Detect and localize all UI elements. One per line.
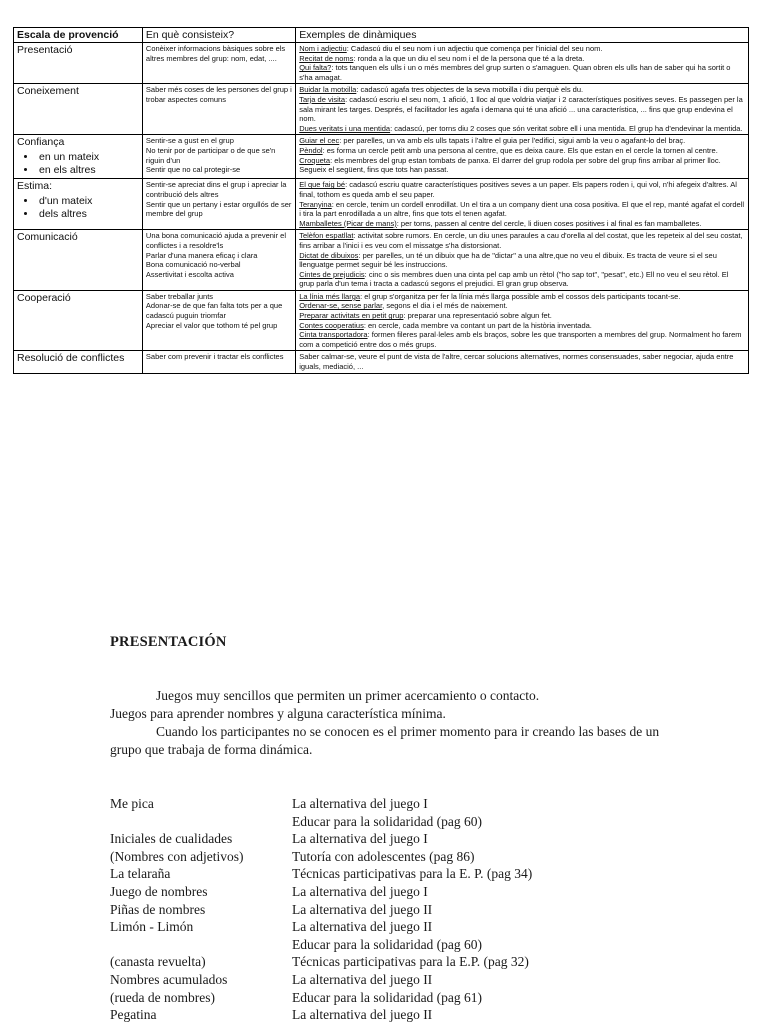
example-item <box>299 200 745 219</box>
description-line: Conèixer informacions bàsiques sobre els altres membres del grup: nom, edat, .... <box>145 44 286 63</box>
game-reference: La alternativa del juego I <box>292 883 428 899</box>
intro-paragraph: Juegos muy sencillos que permiten un primer acercamiento o contacto. <box>156 688 540 703</box>
description-cell <box>142 230 295 291</box>
example-text: : en cercle, tenim un cordell enrodillat. Un el tira a un company dient una cosa positiva. El que el rep, manté agafat el cordell i tira la part enrodillada a un altre, fins que tots el tenen agafat. <box>299 199 745 219</box>
example-text: : cadascú escriu quatre característiques positives seves a un paper. Els papers roden i, qui vol, n'hi afegeix d'altres. Al final, tothom es queda amb el seu paper. <box>299 180 737 199</box>
example-text: : per torns, passen al centre del cercle, li diuen coses positives i al final es fan mamballetes. <box>396 218 702 228</box>
description-line: Bona comunicació no-verbal <box>145 260 241 270</box>
example-item <box>299 124 745 134</box>
example-item <box>299 85 745 95</box>
description-line: Sentir que no cal protegir-se <box>145 165 241 175</box>
table-header-row <box>14 28 749 43</box>
example-name: Dues veritats i una mentida <box>299 123 391 133</box>
examples-cell <box>296 43 749 84</box>
level-cell <box>14 135 143 179</box>
examples-cell <box>296 179 749 230</box>
level-subitem: • dels altres <box>37 208 139 221</box>
game-reference: Educar para la solidaridad (pag 60) <box>292 936 483 952</box>
level-cell <box>14 43 143 84</box>
intro-paragraph: Cuando los participantes no se conocen es el primer momento para ir creando las bases de un grupo que trabaja de forma dinámica. <box>110 724 660 757</box>
example-name: Nom i adjectiu <box>299 44 347 53</box>
example-text: : cadascú escriu el seu nom, 1 afició, 1 lloc al que voldria viatjar i 2 característiques positives seves. Es passegen per la sala mirant les targes. Després, el facilitador les agafa i demana qui té una afició ... una característica, ... fins que grup endevina el nom. <box>299 94 743 124</box>
table-row <box>14 351 749 373</box>
example-name: La línia més llarga <box>299 291 361 301</box>
game-row <box>110 989 670 1007</box>
example-text: : cinc o sis membres duen una cinta pel cap amb un rètol ("ho sap tot", "pesat", etc.) Ell no veu el seu rètol. El grup parla d'un tema i tracta a cadascú segons el prejudici. El gran grup observa. <box>299 269 729 289</box>
section-intro <box>110 687 670 759</box>
level-cell <box>14 230 143 291</box>
example-name: Teranyina <box>299 199 332 209</box>
game-reference: Técnicas participativas para la E. P. (pag 34) <box>292 866 533 882</box>
example-text: : cadascú, per torns diu 2 coses que són veritat sobre ell i una mentida. El grup ha d'endevinar la mentida. <box>390 123 743 133</box>
example-name: Preparar activitats en petit grup <box>299 311 404 321</box>
table-row <box>14 290 749 351</box>
example-item <box>299 330 745 349</box>
example-text: : en cercle, cada membre va contant un part de la història inventada. <box>363 320 592 330</box>
description-line: Assertivitat i escolta activa <box>145 269 234 279</box>
games-list <box>110 795 670 1024</box>
header-escala: Escala de provenció <box>14 28 143 43</box>
table-row <box>14 230 749 291</box>
description-line: Saber treballar junts <box>145 291 214 301</box>
example-item <box>299 231 745 250</box>
example-text: , segons el dia i el més de naixement. <box>382 301 508 311</box>
description-line: Sentir que un pertany i estar orgullós de ser membre del grup <box>145 199 292 219</box>
level-cell <box>14 179 143 230</box>
description-cell <box>142 351 295 373</box>
example-text: : cadascú agafa tres objectes de la seva motxilla i diu perquè els du. <box>356 85 584 95</box>
game-name: Juego de nombres <box>110 883 208 899</box>
level-name: Presentació <box>17 44 73 56</box>
description-cell <box>142 290 295 351</box>
example-name: Pèndol <box>299 145 323 155</box>
description-line: Saber com prevenir i tractar els conflictes <box>145 352 284 362</box>
level-subitem: • en els altres <box>37 164 139 177</box>
example-text: : el grup s'organitza per fer la línia més llarga possible amb el cossos dels participants tocant-se. <box>360 291 681 301</box>
game-reference: Educar para la solidaridad (pag 60) <box>292 813 483 829</box>
level-cell <box>14 351 143 373</box>
description-line: Apreciar el valor que tothom té pel grup <box>145 320 278 330</box>
game-reference: La alternativa del juego I <box>292 796 428 811</box>
example-text: : per parelles, un té un dibuix que ha de "dictar" a una altre,que no veu el dibuix. Es tracta de veure si el seu llenguatge permet seguir bé les instruccions. <box>299 250 717 270</box>
game-row <box>110 918 670 936</box>
game-name: (rueda de nombres) <box>110 989 215 1005</box>
example-text: : els membres del grup estan tombats de panxa. El darrer del grup rodola per sobre del grup fins arribar al primer lloc. Segueix el següent, fins que tots han passat. <box>299 155 721 175</box>
header-exemples: Exemples de dinàmiques <box>296 28 749 43</box>
game-reference: La alternativa del juego I <box>292 831 428 847</box>
game-name: Me pica <box>110 796 154 811</box>
example-item <box>299 63 745 82</box>
table-row <box>14 135 749 179</box>
example-text: : preparar una representació sobre algun fet. <box>403 311 552 321</box>
examples-cell <box>296 290 749 351</box>
example-item <box>299 44 745 54</box>
game-row <box>110 813 670 831</box>
example-name: Tarja de visita <box>299 94 346 104</box>
game-row <box>110 971 670 989</box>
example-text: : es forma un cercle petit amb una persona al centre, que es deixa caure. Els que estan en el cercle la tornen al centre. <box>322 145 718 155</box>
example-text: Saber calmar-se, veure el punt de vista de l'altre, cercar solucions alternatives, normes consensuades, saber negociar, ajuda entre iguals, mediació, ... <box>299 352 734 372</box>
examples-cell <box>296 84 749 135</box>
game-name: (Nombres con adjetivos) <box>110 848 244 864</box>
game-row <box>110 883 670 901</box>
example-item <box>299 95 745 124</box>
level-subitem: • d'un mateix <box>37 195 139 208</box>
example-item <box>299 352 745 371</box>
game-reference: Técnicas participativas para la E.P. (pag 32) <box>292 954 529 970</box>
game-name: Piñas de nombres <box>110 901 206 917</box>
game-row <box>110 795 670 813</box>
description-cell <box>142 84 295 135</box>
example-item <box>299 219 745 229</box>
game-reference: La alternativa del juego II <box>292 901 433 917</box>
section-title: PRESENTACIÓN <box>110 634 227 650</box>
example-text: : Cadascú diu el seu nom i un adjectiu que comença per l'inicial del seu nom. <box>346 44 603 53</box>
example-item <box>299 301 745 311</box>
level-name: Comunicació <box>17 231 78 244</box>
example-item <box>299 321 745 331</box>
level-subitems <box>17 195 139 221</box>
example-text: : formen fileres paral·leles amb els braços, sobre les que transporten a membres del grup. Normalment ho farem com a competició entre dos o més grups. <box>299 330 742 349</box>
example-item <box>299 270 745 289</box>
example-name: Buidar la motxilla <box>299 85 357 95</box>
example-item <box>299 311 745 321</box>
level-name: Confiança <box>17 136 65 149</box>
presentacion-section <box>110 634 670 1023</box>
example-item <box>299 180 745 199</box>
game-name: (canasta revuelta) <box>110 954 206 970</box>
header-consisteix: En què consisteix? <box>142 28 295 43</box>
level-subitems <box>17 151 139 177</box>
level-cell <box>14 290 143 351</box>
description-line: Adonar-se de que fan falta tots per a que cadascú puguin triomfar <box>145 301 283 321</box>
examples-cell <box>296 351 749 373</box>
game-reference: La alternativa del juego II <box>292 919 433 935</box>
example-name: Cintes de prejudicis <box>299 269 365 279</box>
example-text: : ronda a la que un diu el seu nom i el de la persona que té a la dreta. <box>353 53 585 63</box>
example-item <box>299 146 745 156</box>
example-name: Dictat de dibuixos <box>299 250 359 260</box>
game-name <box>110 936 292 954</box>
example-name: Contes cooperatius <box>299 320 364 330</box>
example-name: Mamballetes (Picar de mans) <box>299 218 397 228</box>
description-cell <box>142 43 295 84</box>
example-item <box>299 156 745 175</box>
game-reference: Tutoría con adolescentes (pag 86) <box>292 848 475 864</box>
example-text: : tots tanquen els ulls i un o més membres del grup surten o s'amaguen. Quan obren els ulls han de saber qui ha sortit o s'ha amagat. <box>299 63 731 82</box>
example-name: El que faig bé <box>299 180 346 190</box>
description-cell <box>142 135 295 179</box>
examples-cell <box>296 230 749 291</box>
example-name: Guiar el cec <box>299 136 340 146</box>
table-row <box>14 179 749 230</box>
level-cell <box>14 84 143 135</box>
game-row <box>110 1006 670 1024</box>
example-item <box>299 251 745 270</box>
example-name: Cinta transportadora <box>299 330 368 340</box>
game-row <box>110 901 670 919</box>
game-row <box>110 953 670 971</box>
example-name: Croqueta <box>299 155 331 165</box>
table-body <box>14 43 749 374</box>
game-reference: La alternativa del juego II <box>292 971 433 987</box>
level-name: Cooperació <box>17 291 71 304</box>
game-name: Iniciales de cualidades <box>110 831 233 847</box>
description-line: Una bona comunicació ajuda a prevenir el conflictes i a resoldre'ls <box>145 231 287 250</box>
examples-cell <box>296 135 749 179</box>
example-text: : per parelles, un va amb els ulls tapats i l'altre el guia per l'edifici, sigui amb la veu o agafant-lo del braç. <box>339 136 686 146</box>
game-row <box>110 848 670 866</box>
game-name: Pegatina <box>110 1007 157 1023</box>
game-name: Limón - Limón <box>110 919 194 935</box>
dynamics-table <box>13 27 749 374</box>
description-line: Saber més coses de les persones del grup i trobar aspectes comuns <box>145 85 292 104</box>
game-reference: Educar para la solidaridad (pag 61) <box>292 989 483 1005</box>
description-line: No tenir por de participar o de que se'n riguin d'un <box>145 145 276 165</box>
description-line: Parlar d'una manera eficaç i clara <box>145 250 258 260</box>
game-name: La telaraña <box>110 866 171 882</box>
game-name <box>110 813 292 831</box>
example-name: Ordenar-se, sense parlar <box>299 301 383 311</box>
example-item <box>299 54 745 64</box>
game-row <box>110 936 670 954</box>
example-name: Telèfon espatllat <box>299 231 354 241</box>
table-row <box>14 84 749 135</box>
level-name: Estima: <box>17 180 53 193</box>
game-reference: La alternativa del juego II <box>292 1007 433 1023</box>
level-name: Coneixement <box>17 85 79 98</box>
game-row <box>110 830 670 848</box>
example-item <box>299 136 745 146</box>
description-cell <box>142 179 295 230</box>
description-line: Sentir-se apreciat dins el grup i apreciar la contribució dels altres <box>145 180 287 199</box>
example-name: Recitat de noms <box>299 53 354 63</box>
description-line: Sentir-se a gust en el grup <box>145 136 234 146</box>
level-subitem: • en un mateix <box>37 151 139 164</box>
table-row <box>14 43 749 84</box>
example-item <box>299 292 745 302</box>
level-name: Resolució de conflictes <box>17 352 125 365</box>
example-text: : activitat sobre rumors. En cercle, un diu unes paraules a cau d'orella al del costat, que les repeteix al del seu costat, fins arribar a l'inici i es veu com el missatge s'ha distorsionat. <box>299 231 743 250</box>
game-name: Nombres acumulados <box>110 971 228 987</box>
intro-paragraph: Juegos para aprender nombres y alguna característica mínima. <box>110 706 446 721</box>
example-name: Qui falta? <box>299 63 332 73</box>
game-row <box>110 865 670 883</box>
